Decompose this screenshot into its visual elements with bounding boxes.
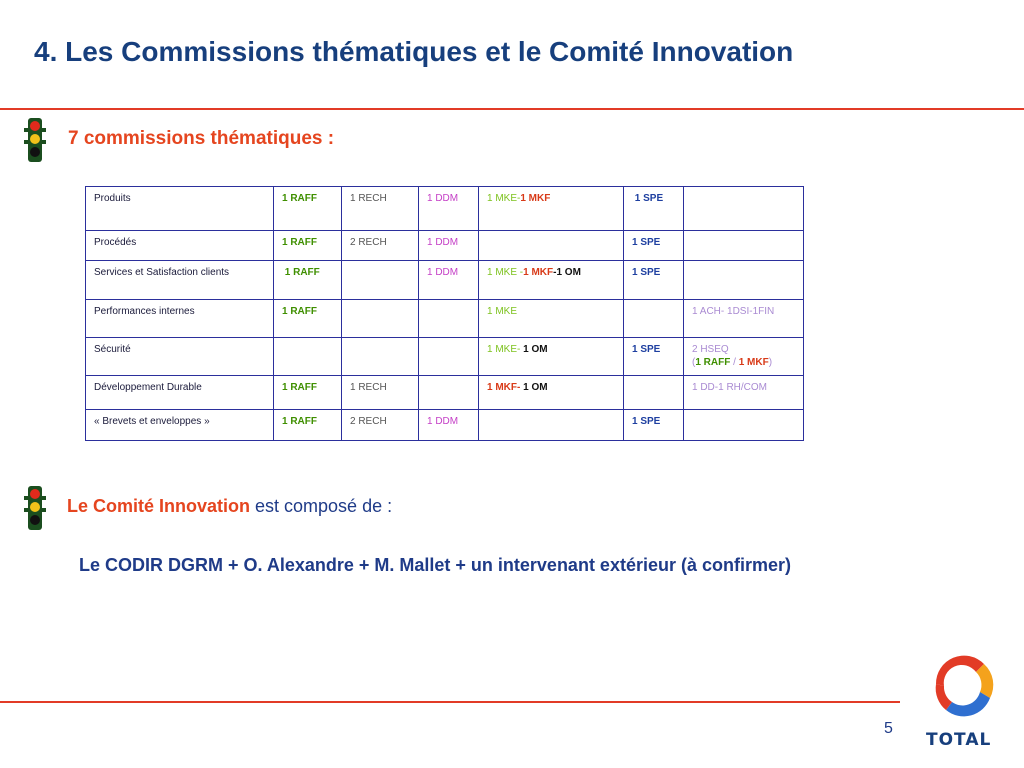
- cell-text: 2 RECH: [350, 237, 387, 248]
- cell-text: 1 MKF: [523, 267, 554, 278]
- cell-text: ): [768, 356, 773, 368]
- cell-text: 1 RAFF: [282, 267, 320, 278]
- table-cell: [684, 187, 804, 231]
- comite-title: Le Comité Innovation: [67, 496, 251, 516]
- commissions-heading: 7 commissions thématiques :: [68, 128, 335, 149]
- table-cell: [479, 338, 624, 376]
- cell-text: 1 ACH- 1DSI-1FIN: [692, 306, 775, 317]
- traffic-light-icon: [24, 486, 46, 530]
- table-cell: [342, 338, 419, 376]
- cell-text: 1 SPE: [632, 237, 661, 248]
- cell-text: 1 RAFF: [282, 416, 317, 427]
- cell-text: 1 RAFF: [282, 237, 317, 248]
- table-cell: [479, 376, 624, 410]
- table-cell: [624, 300, 684, 338]
- cell-text: 1 SPE: [632, 193, 664, 204]
- footer-divider: [0, 701, 900, 703]
- table-cell: [419, 410, 479, 441]
- commission-name: Procédés: [86, 231, 274, 261]
- cell-text: 1 SPE: [632, 267, 661, 278]
- table-cell: [274, 261, 342, 300]
- traffic-light-icon: [24, 118, 46, 162]
- cell-text: 1 DDM: [427, 267, 459, 278]
- table-row: [86, 231, 804, 261]
- commission-name: Produits: [86, 187, 274, 231]
- commission-name: Services et Satisfaction clients: [86, 261, 274, 300]
- cell-text: 1 MKE-: [487, 193, 521, 204]
- table-cell: [624, 261, 684, 300]
- table-cell: [479, 231, 624, 261]
- table-cell: [419, 338, 479, 376]
- table-row: [86, 261, 804, 300]
- cell-text: 1 DD-1 RH/COM: [692, 382, 768, 393]
- table-cell: [274, 231, 342, 261]
- table-row: [86, 187, 804, 231]
- commission-name: Performances internes: [86, 300, 274, 338]
- table-cell: [479, 261, 624, 300]
- table-cell: [684, 410, 804, 441]
- cell-text: 1 MKE -: [487, 267, 524, 278]
- table-cell: [684, 338, 804, 376]
- table-row: [86, 376, 804, 410]
- cell-text: 1 MKF: [738, 356, 769, 368]
- table-cell: [624, 410, 684, 441]
- table-cell: [419, 300, 479, 338]
- table-cell: [342, 300, 419, 338]
- cell-text: 2 HSEQ: [692, 344, 729, 355]
- table-cell: [274, 187, 342, 231]
- cell-text: 1 DDM: [427, 193, 459, 204]
- cell-text: 2 RECH: [350, 416, 387, 427]
- cell-text: 1 OM: [523, 382, 548, 393]
- table-cell: [624, 376, 684, 410]
- table-cell: [479, 410, 624, 441]
- table-cell: [274, 300, 342, 338]
- comite-description: est composé de :: [250, 496, 393, 516]
- comite-heading: [67, 496, 392, 517]
- table-cell: [342, 231, 419, 261]
- cell-text: 1 RAFF: [282, 193, 317, 204]
- cell-text: 1 DDM: [427, 416, 459, 427]
- table-row: [86, 338, 804, 376]
- cell-text: 1 DDM: [427, 237, 459, 248]
- table-cell: [624, 187, 684, 231]
- commission-name: Développement Durable: [86, 376, 274, 410]
- table-cell: [419, 187, 479, 231]
- title-divider: [0, 108, 1024, 110]
- cell-text: -1 OM: [553, 267, 581, 278]
- cell-text: (: [692, 356, 696, 368]
- table-cell: [342, 187, 419, 231]
- table-cell: [624, 338, 684, 376]
- cell-text: 1 RECH: [350, 382, 387, 393]
- cell-text: 1 MKF-: [487, 382, 524, 393]
- cell-text: 1 RAFF: [282, 306, 317, 317]
- cell-text: 1 RAFF: [695, 356, 731, 368]
- table-cell: [684, 376, 804, 410]
- page-number: 5: [884, 720, 893, 737]
- cell-text: 1 MKE: [487, 306, 518, 317]
- commission-name: Sécurité: [86, 338, 274, 376]
- commission-name: « Brevets et enveloppes »: [86, 410, 274, 441]
- table-cell: [342, 261, 419, 300]
- cell-text: /: [730, 356, 739, 368]
- page-title: 4. Les Commissions thématiques et le Comité Innovation: [34, 36, 794, 67]
- table-cell: [274, 410, 342, 441]
- cell-text: 1 SPE: [632, 344, 661, 355]
- table-cell: [684, 261, 804, 300]
- cell-text: 1 RAFF: [282, 382, 317, 393]
- table-cell: [274, 376, 342, 410]
- table-cell: [624, 231, 684, 261]
- codir-line: Le CODIR DGRM + O. Alexandre + M. Mallet + un intervenant extérieur (à confirmer): [79, 555, 792, 575]
- table-cell: [684, 231, 804, 261]
- cell-text: 1 RECH: [350, 193, 387, 204]
- table-cell: [419, 231, 479, 261]
- table-cell: [342, 410, 419, 441]
- table-cell: [684, 300, 804, 338]
- table-cell: [479, 300, 624, 338]
- table-cell: [274, 338, 342, 376]
- cell-text: 1 MKE-: [487, 344, 524, 355]
- commissions-table: [85, 186, 804, 441]
- table-cell: [419, 261, 479, 300]
- table-cell: [419, 376, 479, 410]
- total-logo-text: TOTAL: [926, 730, 992, 750]
- cell-text: 1 MKF: [520, 193, 551, 204]
- table-row: [86, 300, 804, 338]
- cell-text: 1 SPE: [632, 416, 661, 427]
- cell-text: 1 OM: [523, 344, 548, 355]
- table-row: [86, 410, 804, 441]
- table-cell: [342, 376, 419, 410]
- table-cell: [479, 187, 624, 231]
